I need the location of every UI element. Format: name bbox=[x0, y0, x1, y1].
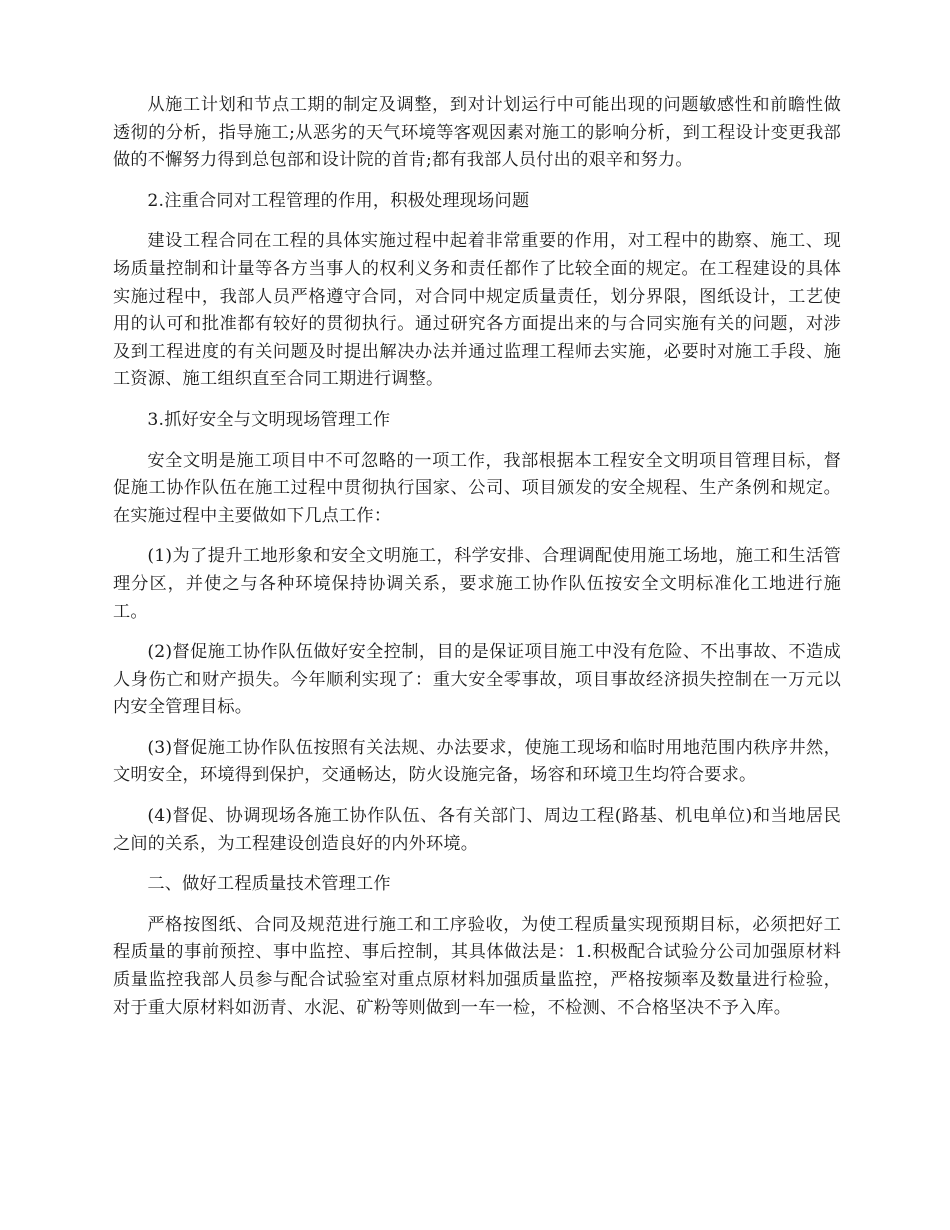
paragraph-quality-control: 严格按图纸、合同及规范进行施工和工序验收，为使工程质量实现预期目标，必须把好工程质量的事前预控、事中监控、事后控制，其具体做法是：1.积极配合试验分公司加强原材料质量监控我部人员参与配合试验室对重点原材料加强质量监控，严格按频率及数量进行检验，对于重大原材料如沥青、水泥、矿粉等则做到一车一检，不检测、不合格坚决不予入库。 bbox=[113, 914, 841, 1018]
list-item-site-order: (3)督促施工协作队伍按照有关法规、办法要求，使施工现场和临时用地范围内秩序井然，文明安全，环境得到保护，交通畅达，防火设施完备，场容和环境卫生均符合要求。 bbox=[113, 737, 841, 786]
document-body bbox=[113, 92, 841, 1035]
section-heading-contract: 2.注重合同对工程管理的作用，积极处理现场问题 bbox=[147, 190, 530, 211]
section-heading-safety: 3.抓好安全与文明现场管理工作 bbox=[147, 409, 391, 430]
section-heading-quality: 二、做好工程质量技术管理工作 bbox=[147, 874, 391, 895]
paragraph-safety-overview: 安全文明是施工项目中不可忽略的一项工作，我部根据本工程安全文明项目管理目标，督促施工协作队伍在施工过程中贯彻执行国家、公司、项目颁发的安全规程、生产条例和规定。在实施过程中主要做如下几点工作： bbox=[113, 450, 841, 526]
list-item-safety-control: (2)督促施工协作队伍做好安全控制，目的是保证项目施工中没有危险、不出事故、不造成人身伤亡和财产损失。今年顺利实现了：重大安全零事故，项目事故经济损失控制在一万元以内安全管理目标。 bbox=[113, 642, 841, 718]
list-item-coordination: (4)督促、协调现场各施工协作队伍、各有关部门、周边工程(路基、机电单位)和当地居民之间的关系，为工程建设创造良好的内外环境。 bbox=[113, 806, 841, 854]
paragraph-contract-management: 建设工程合同在工程的具体实施过程中起着非常重要的作用，对工程中的勘察、施工、现场质量控制和计量等各方当事人的权利义务和责任都作了比较全面的规定。在工程建设的具体实施过程中，我部人员严格遵守合同，对合同中规定质量责任，划分界限，图纸设计，工艺使用的认可和批准都有较好的贯彻执行。通过研究各方面提出来的与合同实施有关的问题，对涉及到工程进度的有关问题及时提出解决办法并通过监理工程师去实施，必要时对施工手段、施工资源、施工组织直至合同工期进行调整。 bbox=[113, 231, 841, 390]
list-item-site-image: (1)为了提升工地形象和安全文明施工，科学安排、合理调配使用施工场地，施工和生活管理分区，并使之与各种环境保持协调关系，要求施工协作队伍按安全文明标准化工地进行施工。 bbox=[113, 546, 841, 622]
paragraph-schedule-analysis: 从施工计划和节点工期的制定及调整，到对计划运行中可能出现的问题敏感性和前瞻性做透彻的分析，指导施工;从恶劣的天气环境等客观因素对施工的影响分析，到工程设计变更我部做的不懈努力得到总包部和设计院的首肯;都有我部人员付出的艰辛和努力。 bbox=[113, 95, 841, 171]
